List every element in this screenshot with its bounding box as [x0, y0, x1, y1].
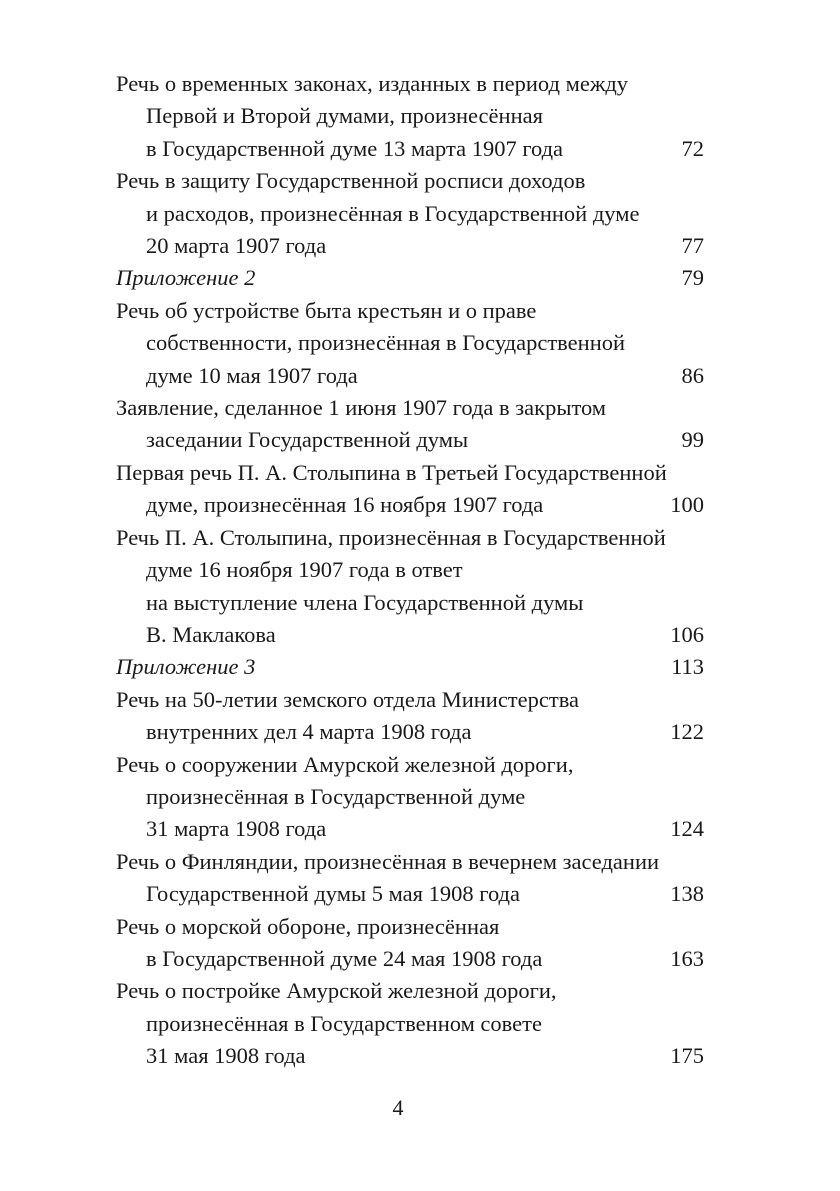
toc-entry-title-line: думе, произнесённая 16 ноября 1907 года — [146, 492, 544, 518]
toc-entry-title-line: Речь о временных законах, изданных в период между — [116, 71, 629, 96]
toc-entry-title-line: Речь о постройке Амурской железной дороги, — [116, 978, 557, 1004]
table-of-contents — [116, 68, 704, 1073]
toc-appendix-entry — [116, 651, 704, 683]
page-number: 4 — [392, 1095, 404, 1120]
toc-entry-page-number: 124 — [670, 816, 704, 842]
toc-entry — [116, 975, 704, 1072]
toc-entry-page-number: 99 — [681, 427, 704, 453]
toc-entry-title-line: Приложение 2 — [116, 265, 256, 291]
toc-entry-title-line: Речь о морской обороне, произнесённая — [116, 913, 500, 939]
toc-entry-page-number: 163 — [670, 945, 704, 971]
toc-entry — [116, 457, 704, 522]
toc-entry-title-line: Приложение 3 — [116, 654, 256, 680]
toc-entry-title-line: Речь о Финляндии, произнесённая в вечернем заседании — [116, 848, 660, 874]
toc-entry-title-line: 20 марта 1907 года — [146, 233, 327, 259]
toc-entry-title-line: Речь на 50-летии земского отдела Министерства — [116, 686, 580, 712]
toc-entry-title-line: Государственной думы 5 мая 1908 года — [146, 881, 520, 907]
toc-entry-title-line: в Государственной думе 13 марта 1907 года — [146, 135, 564, 161]
toc-entry-page-number: 138 — [670, 881, 704, 907]
toc-entry-title-line: Речь об устройстве быта крестьян и о праве — [116, 297, 537, 323]
toc-entry-title-line: Речь о сооружении Амурской железной дороги, — [116, 751, 574, 777]
toc-entry — [116, 684, 704, 749]
toc-entry-page-number: 77 — [681, 233, 704, 259]
toc-entry-title-line: на выступление члена Государственной думы — [146, 589, 584, 615]
toc-entry-title-line: и расходов, произнесённая в Государственной думе — [146, 200, 640, 226]
toc-entry-page-number: 122 — [670, 719, 704, 745]
toc-entry-title-line: 31 мая 1908 года — [146, 1043, 306, 1069]
toc-entry-title-line: думе 16 ноября 1907 года в ответ — [146, 557, 463, 583]
toc-appendix-entry — [116, 262, 704, 294]
toc-entry-title-line: Первой и Второй думами, произнесённая — [146, 103, 543, 129]
toc-entry-page-number: 86 — [681, 362, 704, 388]
toc-entry-title-line: в Государственной думе 24 мая 1908 года — [146, 945, 543, 971]
toc-entry — [116, 522, 704, 652]
toc-entry-title-line: произнесённая в Государственном совете — [146, 1010, 542, 1036]
toc-entry — [116, 846, 704, 911]
toc-entry-title-line: Речь в защиту Государственной росписи доходов — [116, 168, 586, 194]
toc-entry-title-line: Речь П. А. Столыпина, произнесённая в Государственной — [116, 524, 666, 550]
toc-entry-title-line: заседании Государственной думы — [146, 427, 469, 453]
toc-entry-title-line: собственности, произнесённая в Государственной — [146, 330, 626, 356]
toc-entry — [116, 165, 704, 262]
toc-entry — [116, 392, 704, 457]
toc-entry — [116, 911, 704, 976]
toc-entry-title-line: 31 марта 1908 года — [146, 816, 327, 842]
toc-entry-page-number: 79 — [681, 265, 704, 291]
toc-entry-page-number: 113 — [671, 654, 704, 680]
toc-entry-page-number: 72 — [681, 135, 704, 161]
toc-entry — [116, 68, 704, 165]
toc-entry-page-number: 175 — [670, 1043, 704, 1069]
toc-entry-title-line: В. Маклакова — [146, 621, 276, 647]
toc-entry — [116, 295, 704, 392]
toc-entry-title-line: думе 10 мая 1907 года — [146, 362, 358, 388]
toc-entry-title-line: Заявление, сделанное 1 июня 1907 года в закрытом — [116, 395, 607, 421]
toc-entry-title-line: Первая речь П. А. Столыпина в Третьей Государственной — [116, 459, 667, 485]
toc-entry — [116, 749, 704, 846]
toc-entry-page-number: 106 — [670, 621, 704, 647]
toc-entry-page-number: 100 — [670, 492, 704, 518]
toc-entry-title-line: произнесённая в Государственной думе — [146, 783, 526, 809]
toc-entry-title-line: внутренних дел 4 марта 1908 года — [146, 719, 472, 745]
